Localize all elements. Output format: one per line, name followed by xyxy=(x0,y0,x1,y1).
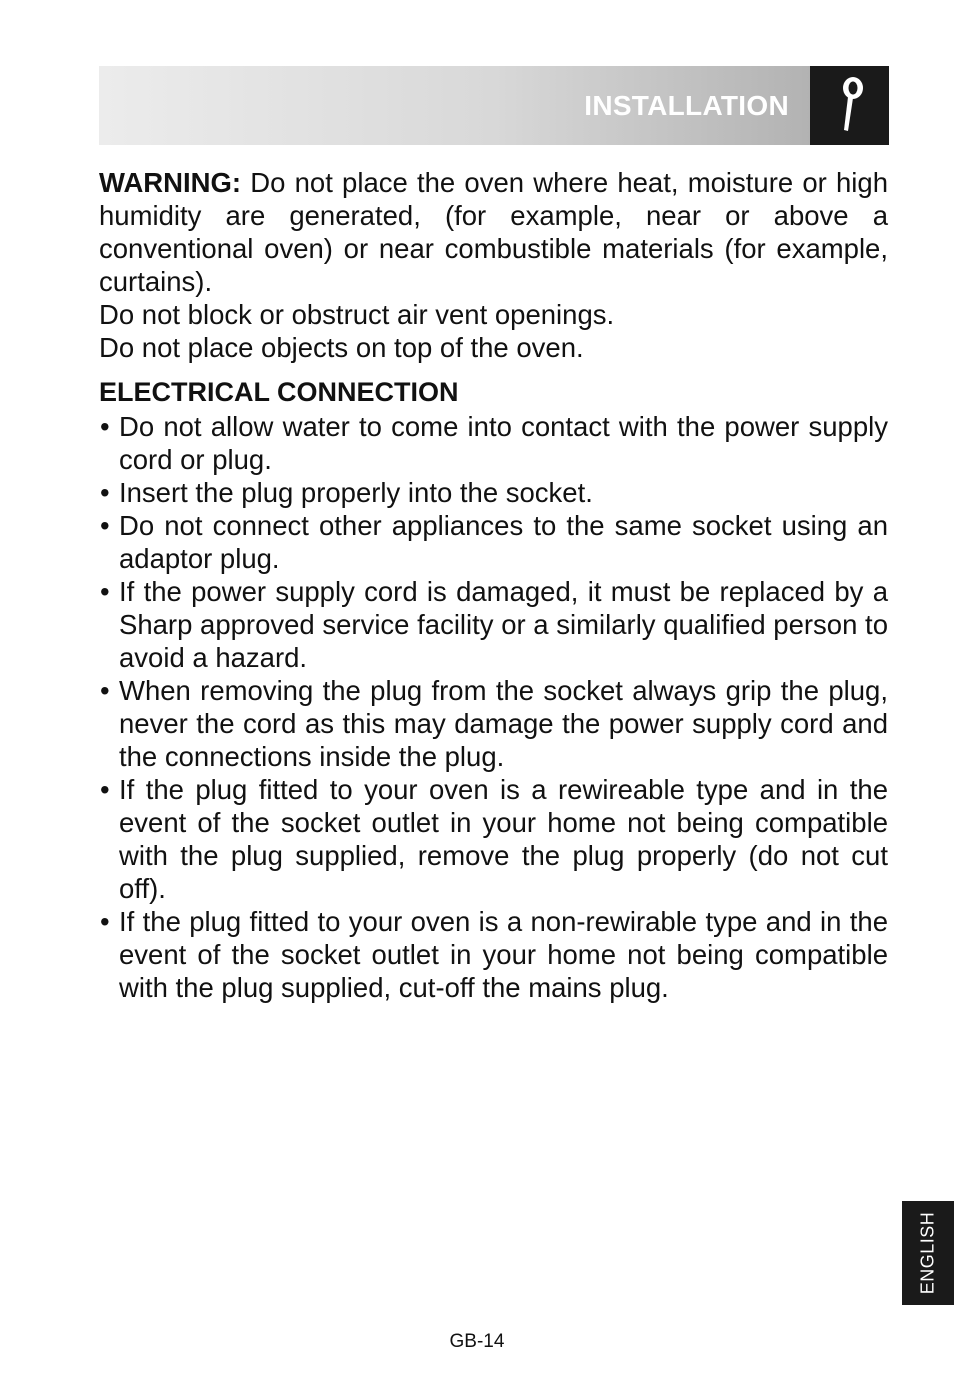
list-item xyxy=(99,905,888,1004)
list-item xyxy=(99,476,888,509)
warning-line-vents: Do not block or obstruct air vent openings. xyxy=(99,299,615,330)
warning-line-objects: Do not place objects on top of the oven. xyxy=(99,332,584,363)
section-title: INSTALLATION xyxy=(584,90,789,121)
section-header-bar xyxy=(99,66,889,145)
list-item xyxy=(99,674,888,773)
bullet-icon: • xyxy=(100,510,110,541)
list-item-text: Do not connect other appliances to the same socket using an adaptor plug. xyxy=(119,510,888,574)
main-content xyxy=(99,166,888,1004)
bullet-icon: • xyxy=(100,906,110,937)
list-item-text: When removing the plug from the socket always grip the plug, never the cord as this may damage the power supply cord and the connections inside the plug. xyxy=(119,675,888,772)
list-item-text: If the plug fitted to your oven is a non-rewirable type and in the event of the socket outlet in your home not being compatible with the plug supplied, cut-off the mains plug. xyxy=(119,906,888,1003)
language-tab-label: ENGLISH xyxy=(917,1211,938,1295)
header-icon-box xyxy=(810,66,889,145)
warning-text: Do not place the oven where heat, moisture or high humidity are generated, (for example, near or above a conventional oven) or near combustible materials (for example, curtains). xyxy=(99,167,888,297)
bullet-icon: • xyxy=(100,411,110,442)
warning-label: WARNING: xyxy=(99,167,242,198)
warning-paragraph xyxy=(99,166,888,298)
bullet-icon: • xyxy=(100,477,110,508)
page-number: GB-14 xyxy=(449,1331,505,1352)
list-item xyxy=(99,410,888,476)
bullet-icon: • xyxy=(100,774,110,805)
list-item-text: If the plug fitted to your oven is a rewireable type and in the event of the socket outlet in your home not being compatible with the plug supplied, remove the plug properly (do not cut off). xyxy=(119,774,888,904)
bullet-icon: • xyxy=(100,576,110,607)
list-item-text: If the power supply cord is damaged, it must be replaced by a Sharp approved service facility or a similarly qualified person to avoid a hazard. xyxy=(119,576,888,673)
list-item-text: Insert the plug properly into the socket. xyxy=(119,477,593,508)
list-item xyxy=(99,773,888,905)
electrical-connection-heading: ELECTRICAL CONNECTION xyxy=(99,377,459,407)
list-item xyxy=(99,509,888,575)
electrical-bullet-list xyxy=(99,410,888,1004)
language-tab xyxy=(902,1201,954,1305)
bullet-icon: • xyxy=(100,675,110,706)
list-item xyxy=(99,575,888,674)
tool-icon xyxy=(832,74,868,136)
list-item-text: Do not allow water to come into contact with the power supply cord or plug. xyxy=(119,411,888,475)
